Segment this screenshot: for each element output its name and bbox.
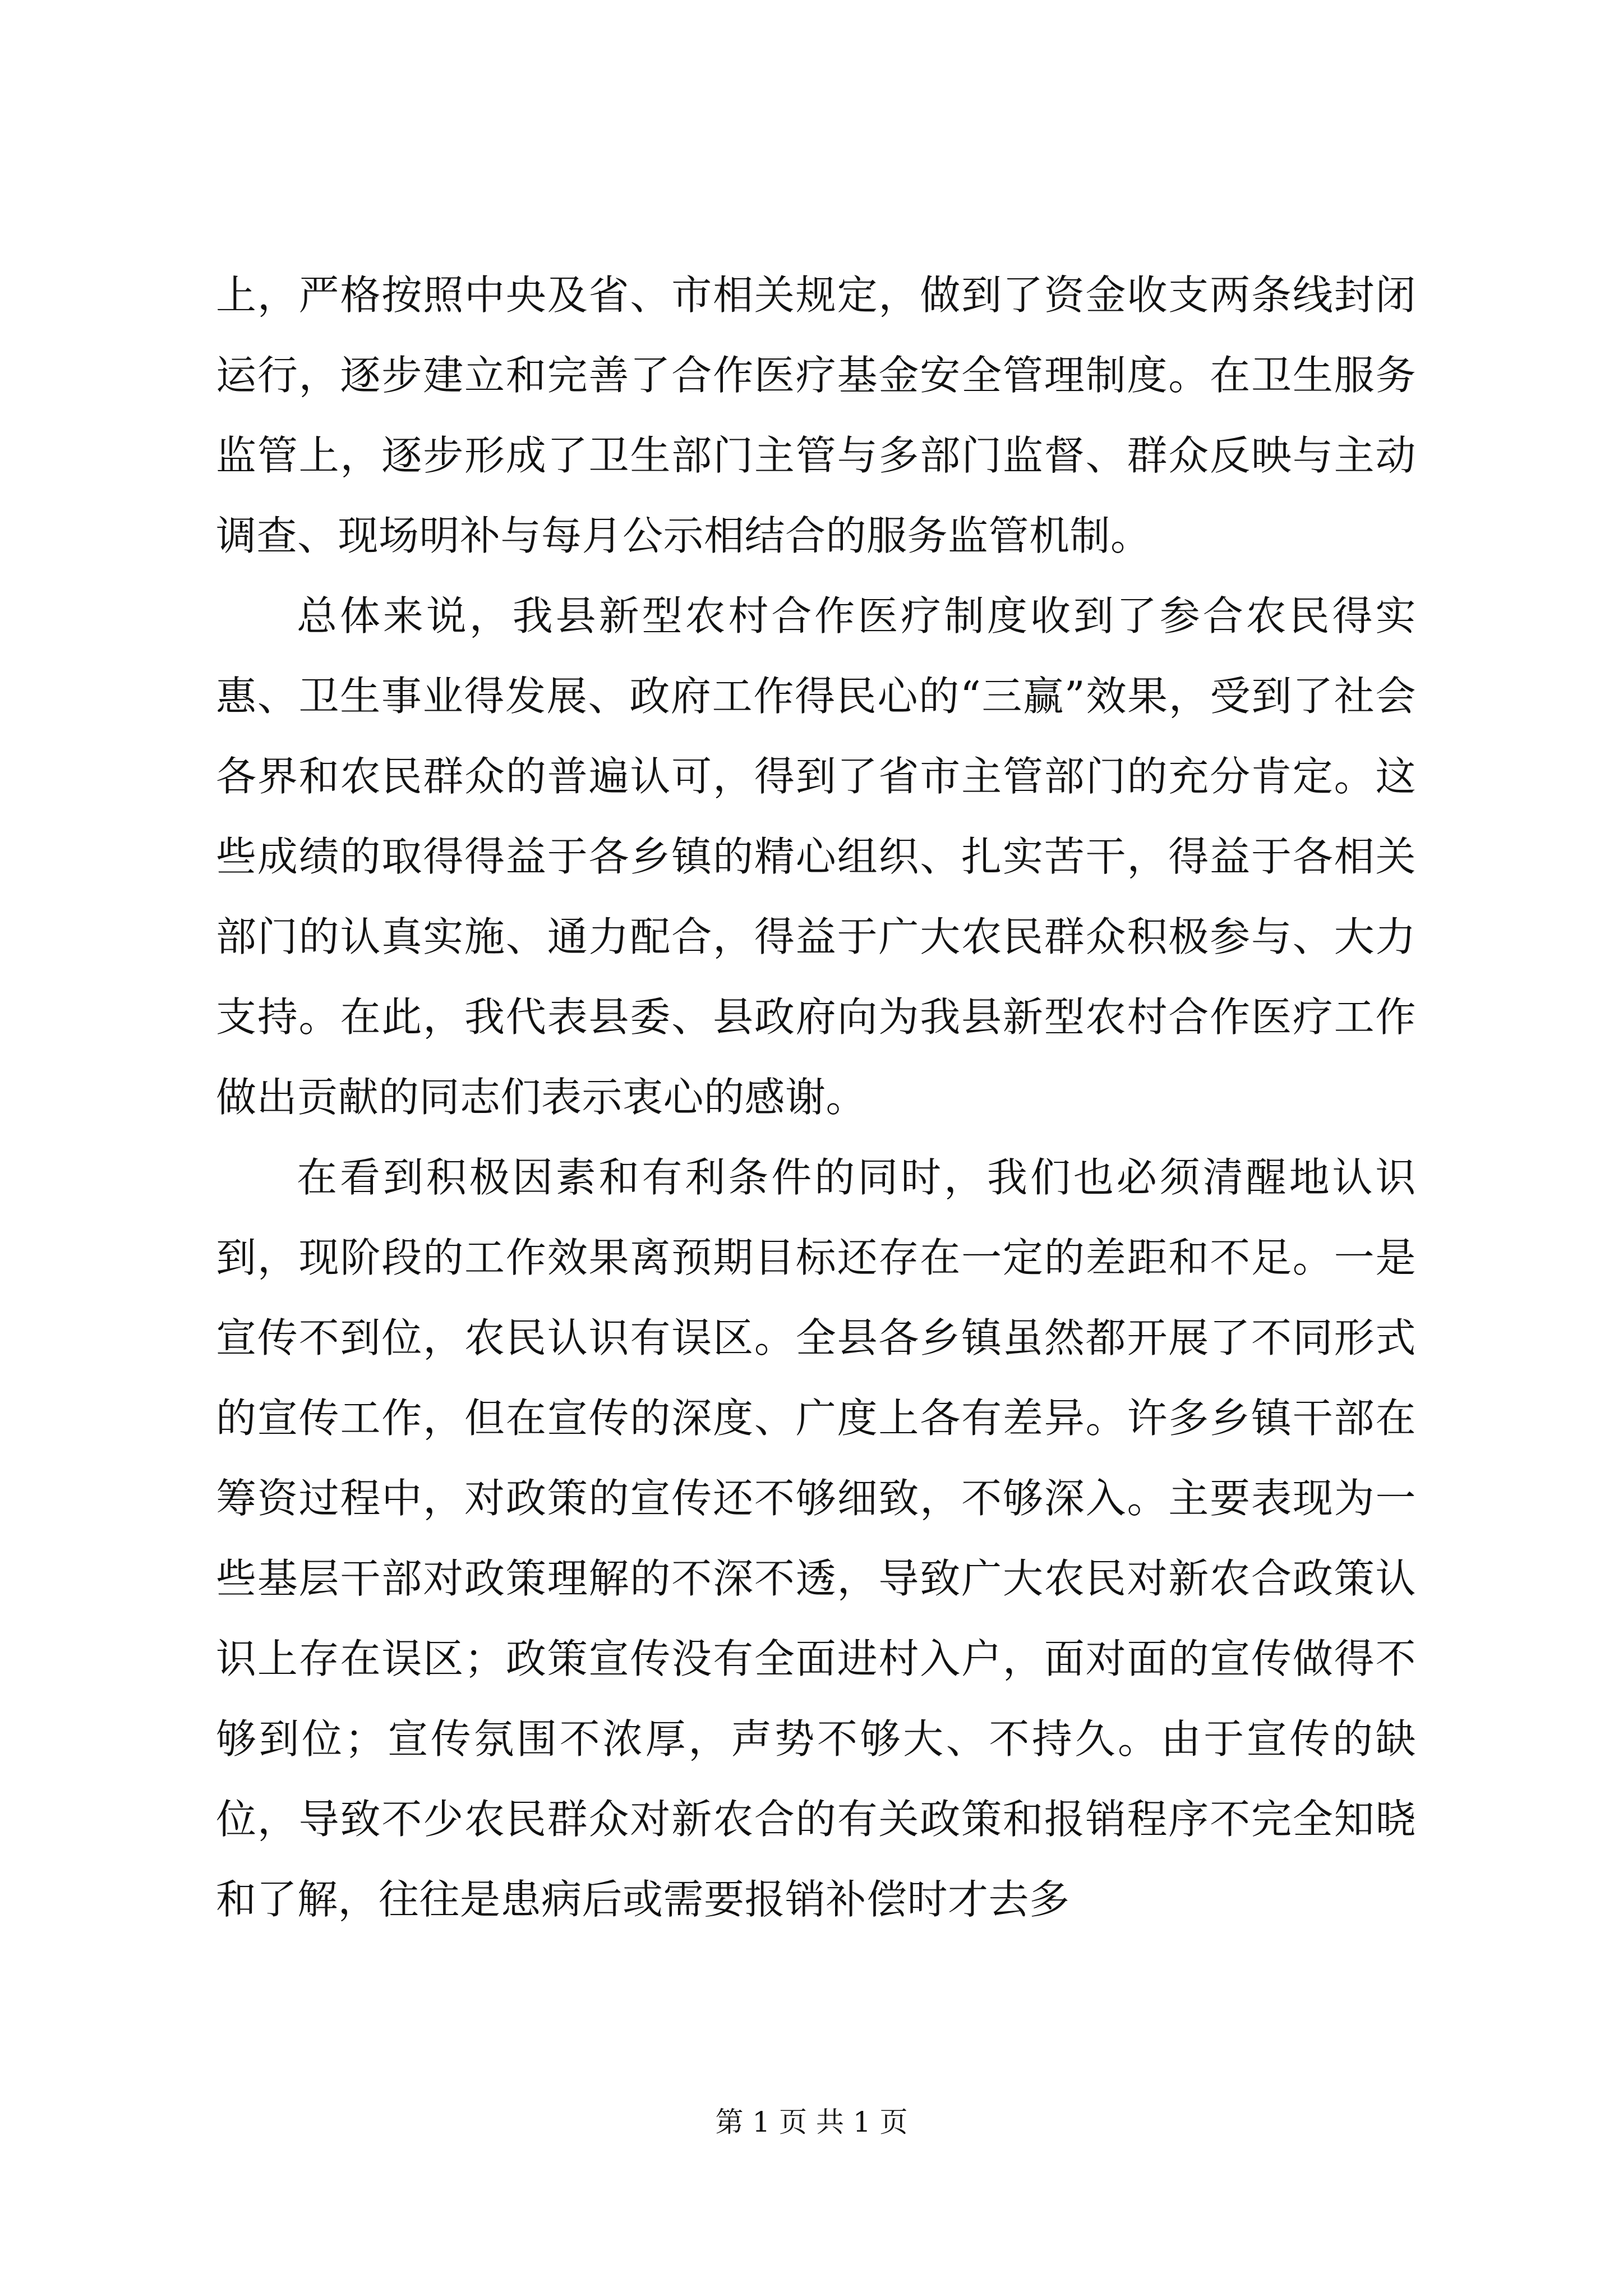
document-body: [216, 255, 1416, 1940]
paragraph-2: 总体来说，我县新型农村合作医疗制度收到了参合农民得实惠、卫生事业得发展、政府工作得民心的“三赢”效果，受到了社会各界和农民群众的普遍认可，得到了省市主管部门的充分肯定。这些成绩的取得得益于各乡镇的精心组织、扎实苦干，得益于各相关部门的认真实施、通力配合，得益于广大农民群众积极参与、大力支持。在此，我代表县委、县政府向为我县新型农村合作医疗工作做出贡献的同志们表示衷心的感谢。: [216, 592, 1416, 1121]
paragraph-3: 在看到积极因素和有利条件的同时，我们也必须清醒地认识到，现阶段的工作效果离预期目标还存在一定的差距和不足。一是宣传不到位，农民认识有误区。全县各乡镇虽然都开展了不同形式的宣传工作，但在宣传的深度、广度上各有差异。许多乡镇干部在筹资过程中，对政策的宣传还不够细致，不够深入。主要表现为一些基层干部对政策理解的不深不透，导致广大农民对新农合政策认识上存在误区；政策宣传没有全面进村入户，面对面的宣传做得不够到位；宣传氛围不浓厚，声势不够大、不持久。由于宣传的缺位，导致不少农民群众对新农合的有关政策和报销程序不完全知晓和了解，往往是患病后或需要报销补偿时才去多: [216, 1154, 1416, 1923]
paragraph-1: 上，严格按照中央及省、市相关规定，做到了资金收支两条线封闭运行，逐步建立和完善了合作医疗基金安全管理制度。在卫生服务监管上，逐步形成了卫生部门主管与多部门监督、群众反映与主动调查、现场明补与每月公示相结合的服务监管机制。: [216, 272, 1416, 559]
page-footer: 第 1 页 共 1 页: [715, 2106, 908, 2138]
